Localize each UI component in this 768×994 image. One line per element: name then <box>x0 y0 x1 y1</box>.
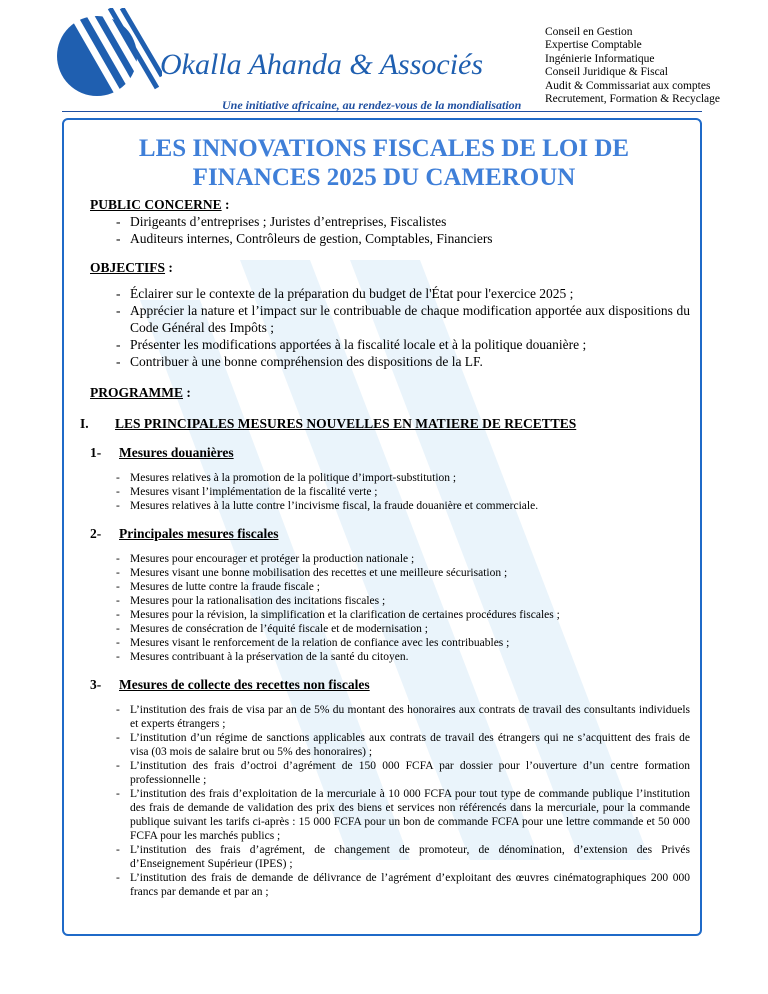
list-item: - Mesures relatives à la lutte contre l’incivisme fiscal, la fraude douanière et commerciale. <box>90 499 690 513</box>
list-item: - Mesures pour encourager et protéger la production nationale ; <box>90 552 690 566</box>
section-heading: I. LES PRINCIPALES MESURES NOUVELLES EN MATIERE DE RECETTES <box>80 416 577 431</box>
document-body <box>80 196 690 899</box>
list-item: - Apprécier la nature et l’impact sur le contribuable de chaque modification apportée aux dispositions du Code Général des Impôts ; <box>90 302 690 336</box>
list-item: - Éclairer sur le contexte de la préparation du budget de l'État pour l'exercice 2025 ; <box>90 285 690 302</box>
list-item: - Mesures relatives à la promotion de la politique d’import-substitution ; <box>90 471 690 485</box>
service-item: Audit & Commissariat aux comptes <box>545 79 711 92</box>
service-item: Conseil en Gestion <box>545 26 633 38</box>
list-item: - Mesures contribuant à la préservation de la santé du citoyen. <box>90 650 690 664</box>
firm-name: Okalla Ahanda & Associés <box>160 48 484 81</box>
list-item: - L’institution des frais de demande de délivrance de l’agrément d’exploitant des œuvres cinématographiques 200 000 francs par demande et par an ; <box>90 871 690 899</box>
list-item: - L’institution des frais de visa par an de 5% du montant des honoraires aux contrats de travail des consultants individuels et experts étrangers ; <box>90 703 690 731</box>
subsection-list <box>90 552 690 664</box>
list-item: - Mesures visant le renforcement de la relation de confiance avec les contribuables ; <box>90 636 690 650</box>
list-item: - L’institution des frais d’exploitation de la mercuriale à 10 000 FCFA pour tout type de commande publique l’institution des frais de demande de validation des prix des biens et services non référencés dans la mercuriale, pour la commande publique suivant les tarifs ci-après : 15 000 FCFA pour un bon de commande FCFA pour une lettre commande et 50 000 FCFA pour les marchés publics ; <box>90 787 690 843</box>
list-item: - Dirigeants d’entreprises ; Juristes d’entreprises, Fiscalistes <box>90 213 690 230</box>
firm-logo-icon <box>52 8 162 98</box>
list-item: - Mesures visant l’implémentation de la fiscalité verte ; <box>90 485 690 499</box>
service-item: Conseil Juridique & Fiscal <box>545 66 668 79</box>
subsection-heading: 2- Principales mesures fiscales <box>90 526 279 541</box>
list-item: - Présenter les modifications apportées à la fiscalité locale et à la politique douanière ; <box>90 336 690 353</box>
objectifs-heading: OBJECTIFS : <box>90 260 173 275</box>
subsection-heading: 3- Mesures de collecte des recettes non fiscales <box>90 677 370 692</box>
list-item: - Auditeurs internes, Contrôleurs de gestion, Comptables, Financiers <box>90 230 690 247</box>
list-item: - L’institution des frais d’agrément, de changement de promoteur, de dénomination, d’extension des Privés d’Enseignement Supérieur (IPES) ; <box>90 843 690 871</box>
tagline-row <box>62 98 702 114</box>
service-item: Expertise Comptable <box>545 39 642 52</box>
programme-heading: PROGRAMME : <box>90 385 191 400</box>
subsection-heading: 1- Mesures douanières <box>90 445 234 460</box>
objectifs-list <box>90 285 690 370</box>
subsection-list <box>90 703 690 899</box>
service-item: Recrutement, Formation & Recyclage <box>545 93 720 106</box>
list-item: - L’institution d’un régime de sanctions applicables aux contrats de travail des étrangers qui ne s’acquittent des frais de visa (03 mois de salaire brut ou 5% des honoraires) ; <box>90 731 690 759</box>
list-item: - Mesures pour la rationalisation des incitations fiscales ; <box>90 594 690 608</box>
list-item: - Mesures visant une bonne mobilisation des recettes et une meilleure sécurisation ; <box>90 566 690 580</box>
letterhead <box>0 0 768 118</box>
document-title: LES INNOVATIONS FISCALES DE LOI DE FINANCES 2025 DU CAMEROUN <box>138 135 630 191</box>
list-item: - Contribuer à une bonne compréhension des dispositions de la LF. <box>90 353 690 370</box>
tagline: Une initiative africaine, au rendez-vous de la mondialisation <box>222 98 522 112</box>
list-item: - Mesures de lutte contre la fraude fiscale ; <box>90 580 690 594</box>
list-item: - L’institution des frais d’octroi d’agrément de 150 000 FCFA par dossier pour l’ouverture d’un centre formation professionnelle ; <box>90 759 690 787</box>
public-heading: PUBLIC CONCERNE : <box>90 197 230 212</box>
services-list <box>545 26 720 106</box>
public-list <box>90 213 690 247</box>
list-item: - Mesures de consécration de l’équité fiscale et de modernisation ; <box>90 622 690 636</box>
list-item: - Mesures pour la révision, la simplification et la clarification de certaines procédures fiscales ; <box>90 608 690 622</box>
subsection-list <box>90 471 690 513</box>
service-item: Ingénierie Informatique <box>545 52 655 65</box>
